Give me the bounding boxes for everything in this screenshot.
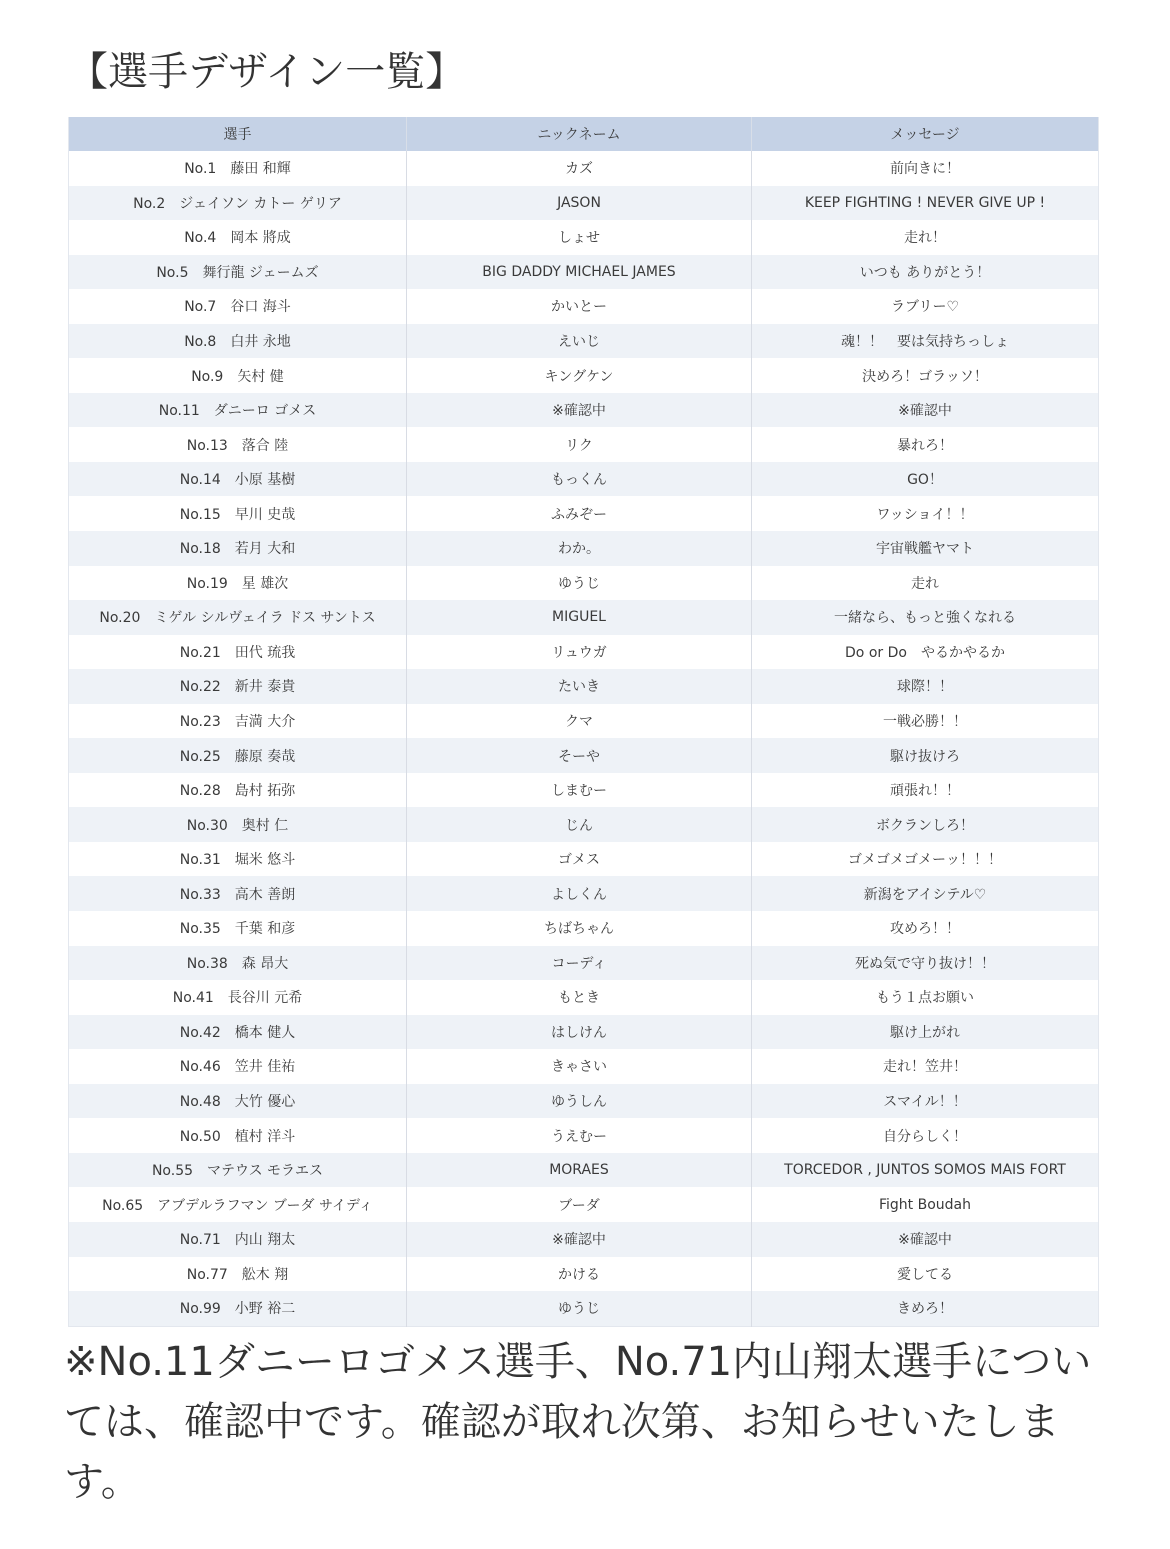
player-cell: No.31 堀米 悠斗 (69, 842, 407, 877)
message-cell: 前向きに！ (752, 151, 1099, 186)
player-cell: No.22 新井 泰貴 (69, 669, 407, 704)
table-row (69, 1257, 1099, 1292)
nickname-cell: しまむー (407, 773, 752, 808)
player-cell: No.99 小野 裕二 (69, 1291, 407, 1326)
nickname-cell: わか。 (407, 531, 752, 566)
table-row (69, 1187, 1099, 1222)
nickname-cell: ※確認中 (407, 393, 752, 428)
message-cell: 攻めろ！！ (752, 911, 1099, 946)
player-cell: No.42 橋本 健人 (69, 1015, 407, 1050)
footnote: ※No.11ダニーロゴメス選手、No.71内山翔太選手については、確認中です。確認が取れ次第、お知らせいたします。 (64, 1339, 1092, 1505)
nickname-cell: そーや (407, 738, 752, 773)
message-cell: ゴメゴメゴメーッ！！！ (752, 842, 1099, 877)
player-cell: No.5 舞行龍 ジェームズ (69, 255, 407, 290)
table-row (69, 1049, 1099, 1084)
player-cell: No.19 星 雄次 (69, 566, 407, 601)
message-cell: 愛してる (752, 1257, 1099, 1292)
table-row (69, 462, 1099, 497)
table-row (69, 980, 1099, 1015)
table-row (69, 427, 1099, 462)
table-row (69, 496, 1099, 531)
player-cell: No.46 笠井 佳祐 (69, 1049, 407, 1084)
player-cell: No.38 森 昂大 (69, 946, 407, 981)
nickname-cell: クマ (407, 704, 752, 739)
player-design-table (68, 117, 1099, 1327)
nickname-cell: ふみぞー (407, 496, 752, 531)
nickname-cell: えいじ (407, 324, 752, 359)
table-row (69, 738, 1099, 773)
player-cell: No.11 ダニーロ ゴメス (69, 393, 407, 428)
player-cell: No.55 マテウス モラエス (69, 1153, 407, 1188)
message-cell: Do or Do やるかやるか (752, 635, 1099, 670)
nickname-cell: リュウガ (407, 635, 752, 670)
player-cell: No.33 高木 善朗 (69, 876, 407, 911)
message-cell: 駆け上がれ (752, 1015, 1099, 1050)
nickname-cell: かいとー (407, 289, 752, 324)
player-cell: No.35 千葉 和彦 (69, 911, 407, 946)
message-cell: Fight Boudah (752, 1187, 1099, 1222)
nickname-cell: しょせ (407, 220, 752, 255)
player-cell: No.8 白井 永地 (69, 324, 407, 359)
message-cell: 新潟をアイシテル♡ (752, 876, 1099, 911)
table-row (69, 1015, 1099, 1050)
message-cell: ※確認中 (752, 1222, 1099, 1257)
table-row (69, 358, 1099, 393)
player-cell: No.20 ミゲル シルヴェイラ ドス サントス (69, 600, 407, 635)
table-body (69, 151, 1099, 1326)
message-cell: 決めろ！ゴラッソ！ (752, 358, 1099, 393)
nickname-cell: JASON (407, 186, 752, 221)
table-row (69, 773, 1099, 808)
player-cell: No.50 植村 洋斗 (69, 1118, 407, 1153)
nickname-cell: じん (407, 807, 752, 842)
nickname-cell: もっくん (407, 462, 752, 497)
page-title: 【選手デザイン一覧】 (68, 49, 466, 95)
message-cell: ボクランしろ！ (752, 807, 1099, 842)
player-cell: No.9 矢村 健 (69, 358, 407, 393)
nickname-cell: かける (407, 1257, 752, 1292)
nickname-cell: ゆうじ (407, 1291, 752, 1326)
table-row (69, 324, 1099, 359)
message-cell: KEEP FIGHTING ! NEVER GIVE UP ! (752, 186, 1099, 221)
nickname-cell: ゴメス (407, 842, 752, 877)
nickname-cell: もとき (407, 980, 752, 1015)
message-cell: ※確認中 (752, 393, 1099, 428)
table-row (69, 911, 1099, 946)
message-cell: 一戦必勝！！ (752, 704, 1099, 739)
message-cell: 走れ (752, 566, 1099, 601)
nickname-cell: きゃさい (407, 1049, 752, 1084)
message-cell: 暴れろ！ (752, 427, 1099, 462)
header-message: メッセージ (752, 117, 1099, 151)
player-cell: No.77 舩木 翔 (69, 1257, 407, 1292)
player-design-table-container (68, 117, 1098, 1327)
table-row (69, 1291, 1099, 1326)
table-row (69, 876, 1099, 911)
nickname-cell: リク (407, 427, 752, 462)
player-cell: No.2 ジェイソン カトー ゲリア (69, 186, 407, 221)
nickname-cell: うえむー (407, 1118, 752, 1153)
table-row (69, 807, 1099, 842)
table-row (69, 1222, 1099, 1257)
table-row (69, 1153, 1099, 1188)
header-nickname: ニックネーム (407, 117, 752, 151)
player-cell: No.7 谷口 海斗 (69, 289, 407, 324)
nickname-cell: よしくん (407, 876, 752, 911)
table-row (69, 669, 1099, 704)
player-cell: No.4 岡本 將成 (69, 220, 407, 255)
message-cell: もう１点お願い (752, 980, 1099, 1015)
player-cell: No.71 内山 翔太 (69, 1222, 407, 1257)
message-cell: きめろ！ (752, 1291, 1099, 1326)
table-row (69, 566, 1099, 601)
player-cell: No.41 長谷川 元希 (69, 980, 407, 1015)
message-cell: 球際！！ (752, 669, 1099, 704)
player-cell: No.15 早川 史哉 (69, 496, 407, 531)
nickname-cell: はしけん (407, 1015, 752, 1050)
player-cell: No.23 吉満 大介 (69, 704, 407, 739)
message-cell: 魂！！ 要は気持ちっしょ (752, 324, 1099, 359)
message-cell: ワッショイ！！ (752, 496, 1099, 531)
player-cell: No.21 田代 琉我 (69, 635, 407, 670)
message-cell: 死ぬ気で守り抜け！！ (752, 946, 1099, 981)
nickname-cell: MIGUEL (407, 600, 752, 635)
message-cell: GO！ (752, 462, 1099, 497)
table-row (69, 842, 1099, 877)
table-header-row (69, 117, 1099, 151)
table-row (69, 704, 1099, 739)
player-cell: No.48 大竹 優心 (69, 1084, 407, 1119)
message-cell: ラブリー♡ (752, 289, 1099, 324)
player-cell: No.1 藤田 和輝 (69, 151, 407, 186)
player-cell: No.28 島村 拓弥 (69, 773, 407, 808)
nickname-cell: ブーダ (407, 1187, 752, 1222)
table-row (69, 600, 1099, 635)
player-cell: No.65 アブデルラフマン ブーダ サイディ (69, 1187, 407, 1222)
nickname-cell: ゆうしん (407, 1084, 752, 1119)
message-cell: 走れ！笠井！ (752, 1049, 1099, 1084)
nickname-cell: たいき (407, 669, 752, 704)
header-player: 選手 (69, 117, 407, 151)
table-row (69, 531, 1099, 566)
message-cell: 走れ！ (752, 220, 1099, 255)
table-row (69, 946, 1099, 981)
table-row (69, 289, 1099, 324)
player-cell: No.13 落合 陸 (69, 427, 407, 462)
nickname-cell: ゆうじ (407, 566, 752, 601)
table-row (69, 1118, 1099, 1153)
message-cell: スマイル！！ (752, 1084, 1099, 1119)
table-row (69, 220, 1099, 255)
player-cell: No.14 小原 基樹 (69, 462, 407, 497)
table-row (69, 186, 1099, 221)
message-cell: 頑張れ！！ (752, 773, 1099, 808)
message-cell: 自分らしく！ (752, 1118, 1099, 1153)
message-cell: いつも ありがとう！ (752, 255, 1099, 290)
nickname-cell: ちばちゃん (407, 911, 752, 946)
nickname-cell: BIG DADDY MICHAEL JAMES (407, 255, 752, 290)
table-row (69, 1084, 1099, 1119)
message-cell: TORCEDOR , JUNTOS SOMOS MAIS FORT (752, 1153, 1099, 1188)
nickname-cell: コーディ (407, 946, 752, 981)
message-cell: 一緒なら、もっと強くなれる (752, 600, 1099, 635)
table-row (69, 635, 1099, 670)
message-cell: 宇宙戦艦ヤマト (752, 531, 1099, 566)
table-row (69, 151, 1099, 186)
player-cell: No.18 若月 大和 (69, 531, 407, 566)
player-cell: No.30 奥村 仁 (69, 807, 407, 842)
table-row (69, 255, 1099, 290)
nickname-cell: ※確認中 (407, 1222, 752, 1257)
nickname-cell: キングケン (407, 358, 752, 393)
nickname-cell: カズ (407, 151, 752, 186)
message-cell: 駆け抜けろ (752, 738, 1099, 773)
nickname-cell: MORAES (407, 1153, 752, 1188)
player-cell: No.25 藤原 奏哉 (69, 738, 407, 773)
table-row (69, 393, 1099, 428)
